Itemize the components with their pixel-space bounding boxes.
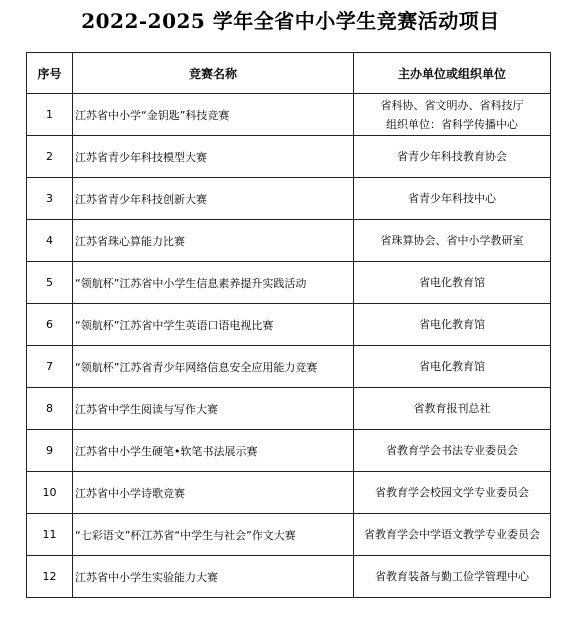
row-organizer bbox=[354, 178, 551, 220]
row-organizer bbox=[354, 430, 551, 472]
table-row bbox=[27, 388, 551, 430]
row-competition-name: 江苏省青少年科技模型大赛 bbox=[73, 136, 354, 178]
organizer-line: 省教育学会中学语文教学专业委员会 bbox=[364, 528, 540, 541]
organizer-line: 省教育报刊总社 bbox=[413, 402, 491, 415]
row-serial-number: 5 bbox=[27, 262, 73, 304]
row-serial-number: 8 bbox=[27, 388, 73, 430]
row-organizer bbox=[354, 514, 551, 556]
organizer-line: 省青少年科技中心 bbox=[408, 192, 496, 205]
row-organizer bbox=[354, 136, 551, 178]
row-organizer bbox=[354, 304, 551, 346]
organizer-line: 组织单位：省科学传播中心 bbox=[386, 117, 518, 131]
organizer-line: 省电化教育馆 bbox=[419, 318, 485, 331]
table-row bbox=[27, 430, 551, 472]
table-row bbox=[27, 136, 551, 178]
row-organizer bbox=[354, 94, 551, 136]
row-competition-name: 江苏省青少年科技创新大赛 bbox=[73, 178, 354, 220]
row-serial-number: 4 bbox=[27, 220, 73, 262]
row-serial-number: 6 bbox=[27, 304, 73, 346]
table-row bbox=[27, 346, 551, 388]
organizer-line: 省教育学会校园文学专业委员会 bbox=[375, 486, 529, 499]
competition-table bbox=[26, 52, 551, 598]
table-row bbox=[27, 178, 551, 220]
row-serial-number: 11 bbox=[27, 514, 73, 556]
row-competition-name: 江苏省珠心算能力比赛 bbox=[73, 220, 354, 262]
organizer-line: 省教育装备与勤工俭学管理中心 bbox=[375, 570, 529, 583]
row-serial-number: 10 bbox=[27, 472, 73, 514]
row-serial-number: 2 bbox=[27, 136, 73, 178]
row-organizer bbox=[354, 388, 551, 430]
row-competition-name: “领航杯”江苏省中学生英语口语电视比赛 bbox=[73, 304, 354, 346]
table-header-row bbox=[27, 53, 551, 94]
row-competition-name: “七彩语文”杯江苏省“中学生与社会”作文大赛 bbox=[73, 514, 354, 556]
row-competition-name: 江苏省中学生阅读与写作大赛 bbox=[73, 388, 354, 430]
table-row bbox=[27, 514, 551, 556]
page-title: 2022-2025 学年全省中小学生竞赛活动项目 bbox=[81, 9, 500, 33]
organizer-line: 省电化教育馆 bbox=[419, 360, 485, 373]
header-organizer: 主办单位或组织单位 bbox=[354, 53, 551, 94]
header-competition-name: 竞赛名称 bbox=[73, 53, 354, 94]
row-competition-name: “领航杯”江苏省中小学生信息素养提升实践活动 bbox=[73, 262, 354, 304]
row-organizer bbox=[354, 220, 551, 262]
row-competition-name: “领航杯”江苏省青少年网络信息安全应用能力竞赛 bbox=[73, 346, 354, 388]
header-serial-number: 序号 bbox=[27, 53, 73, 94]
table-body bbox=[27, 94, 551, 598]
table-row bbox=[27, 472, 551, 514]
row-competition-name: 江苏省中小学“金钥匙”科技竞赛 bbox=[73, 94, 354, 136]
row-serial-number: 1 bbox=[27, 94, 73, 136]
organizer-line: 省电化教育馆 bbox=[419, 276, 485, 289]
row-serial-number: 12 bbox=[27, 556, 73, 598]
organizer-line: 省青少年科技教育协会 bbox=[397, 150, 507, 163]
row-organizer bbox=[354, 556, 551, 598]
organizer-line: 省珠算协会、省中小学教研室 bbox=[380, 234, 524, 247]
row-organizer bbox=[354, 472, 551, 514]
row-competition-name: 江苏省中小学生硬笔•软笔书法展示赛 bbox=[73, 430, 354, 472]
row-serial-number: 9 bbox=[27, 430, 73, 472]
row-serial-number: 3 bbox=[27, 178, 73, 220]
organizer-line: 省科协、省文明办、省科技厅 bbox=[380, 98, 524, 112]
table-row bbox=[27, 220, 551, 262]
table-row bbox=[27, 94, 551, 136]
table-row bbox=[27, 262, 551, 304]
row-competition-name: 江苏省中小学诗歌竞赛 bbox=[73, 472, 354, 514]
table-row bbox=[27, 556, 551, 598]
row-organizer bbox=[354, 262, 551, 304]
row-serial-number: 7 bbox=[27, 346, 73, 388]
row-organizer bbox=[354, 346, 551, 388]
organizer-line: 省教育学会书法专业委员会 bbox=[386, 444, 518, 457]
table-row bbox=[27, 304, 551, 346]
row-competition-name: 江苏省中小学生实验能力大赛 bbox=[73, 556, 354, 598]
